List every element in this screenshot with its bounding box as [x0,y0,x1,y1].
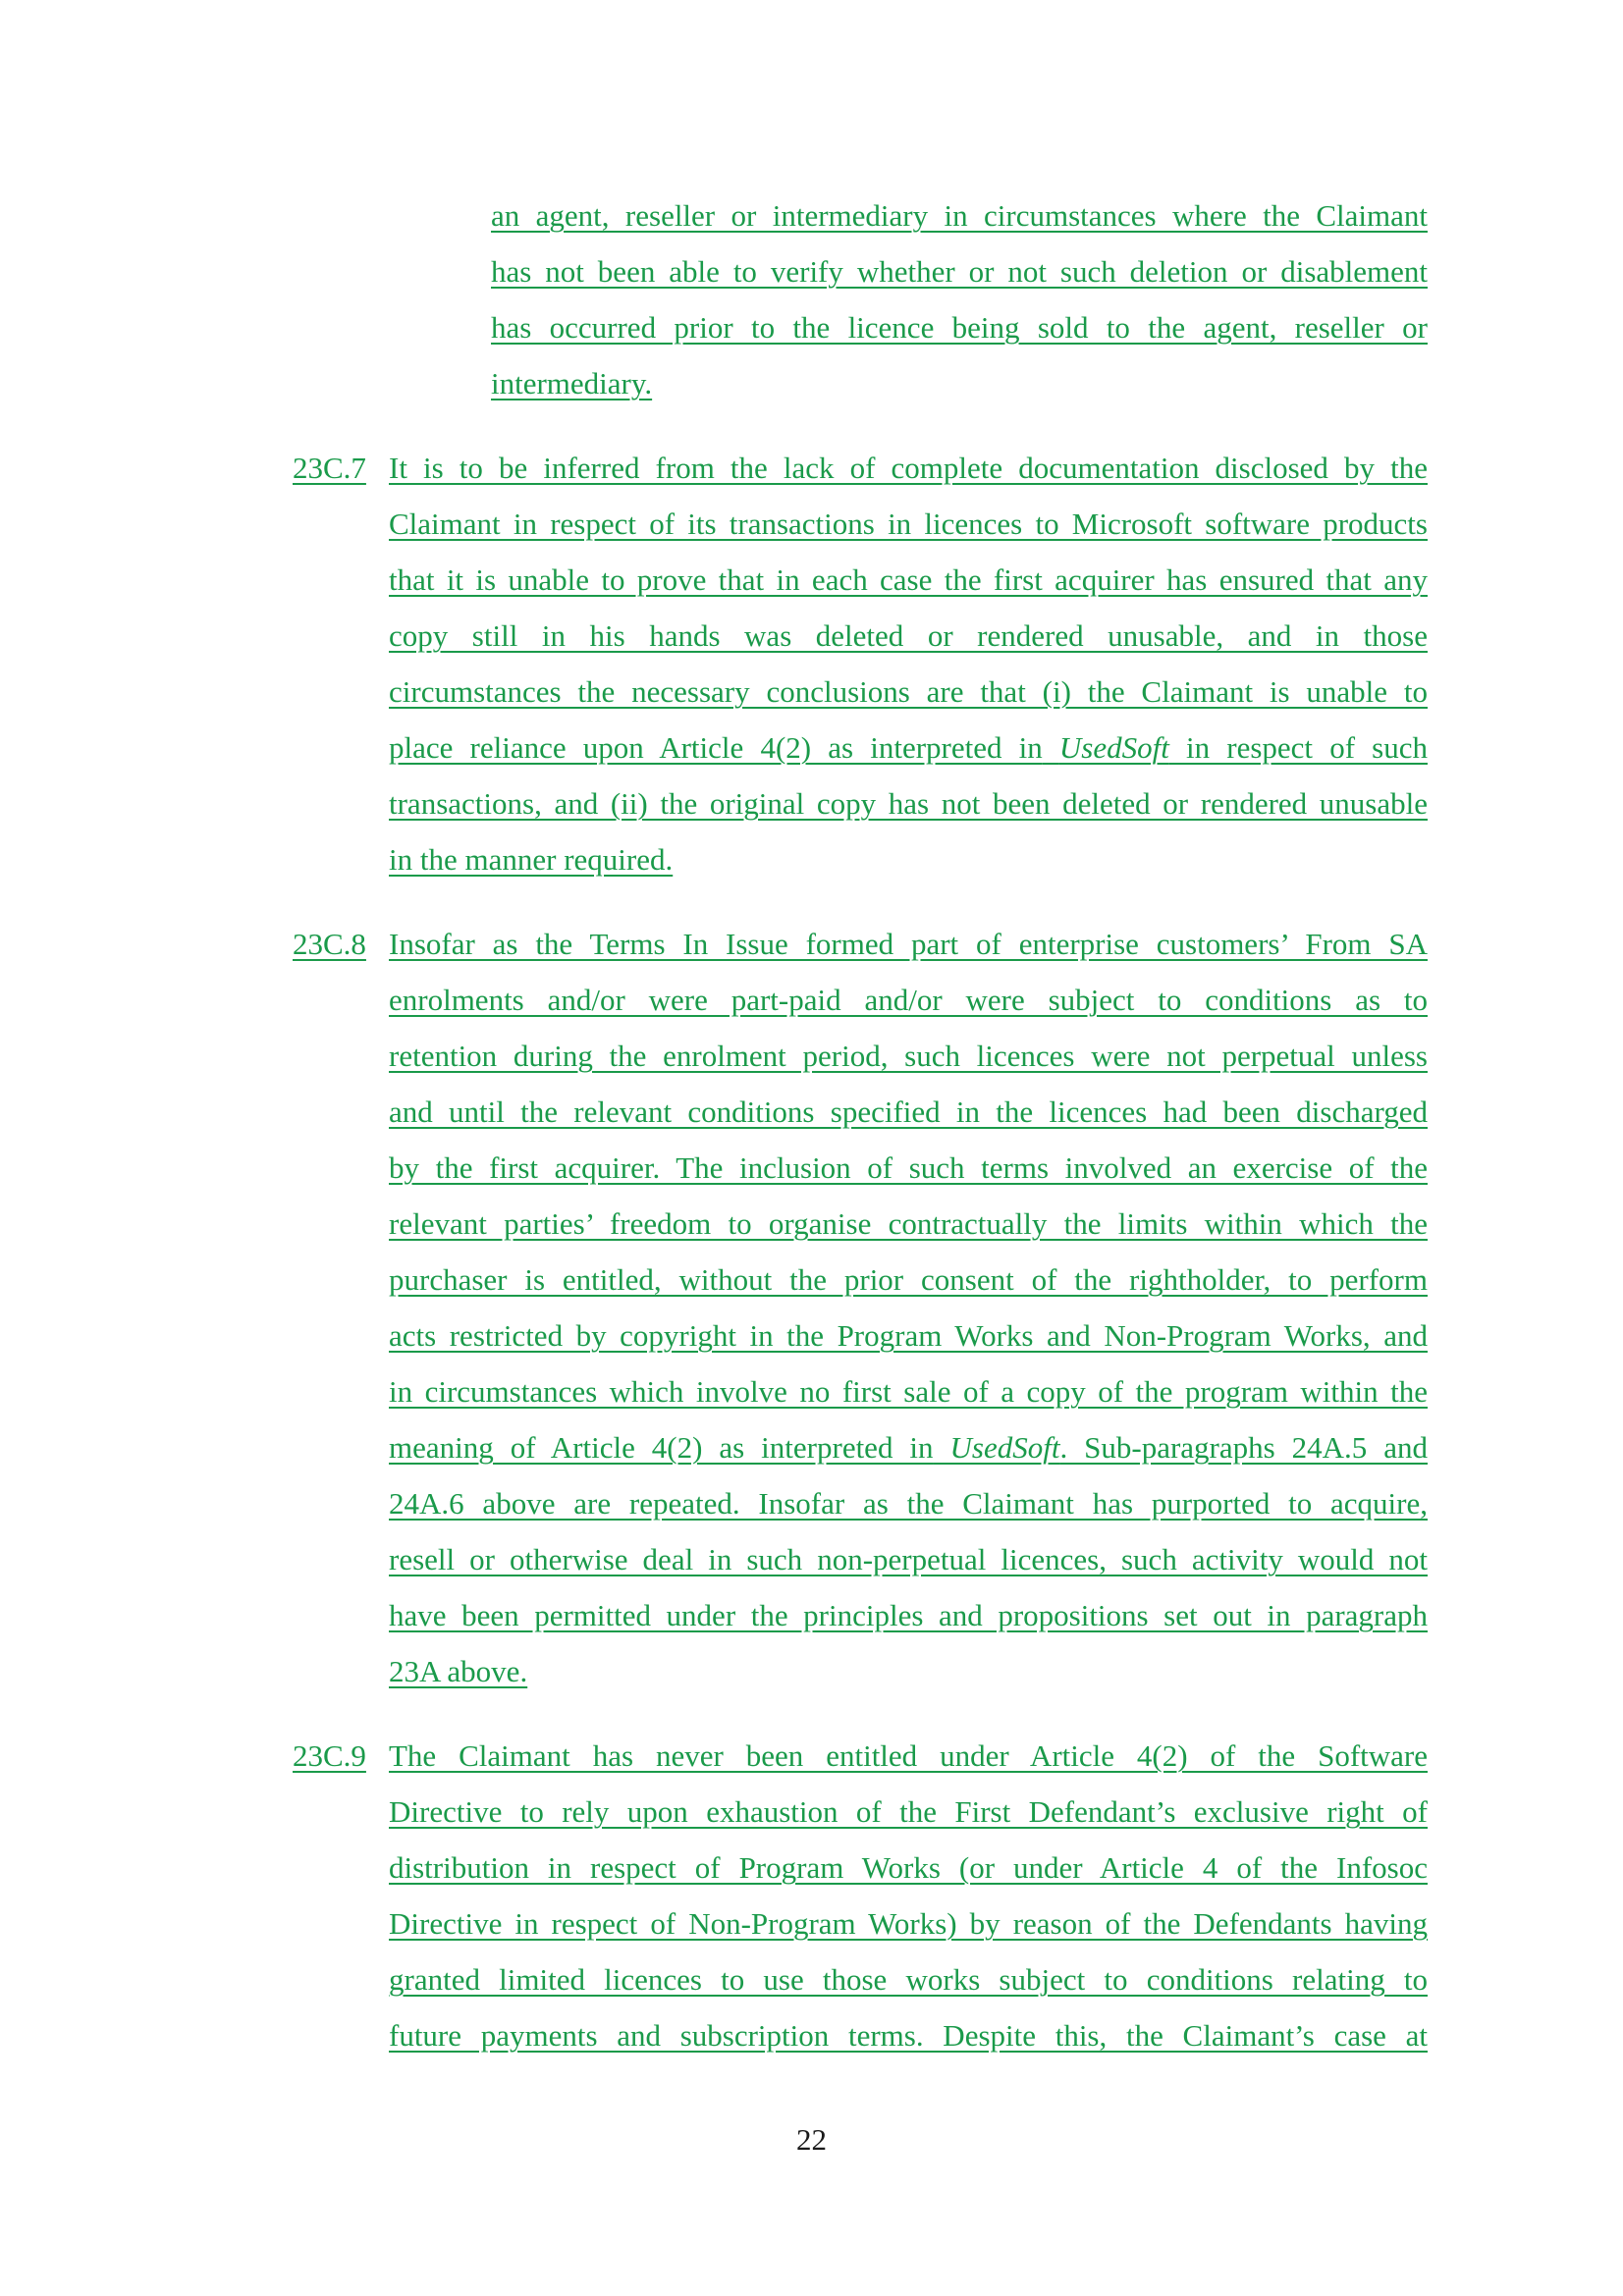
paragraph-23c7-line-8: in the manner required. [389,842,674,877]
paragraph-23c9-line-5: granted limited licences to use those works subject to conditions relating to [389,1962,1428,1997]
line-text-part: place reliance upon Article 4(2) as interpreted in [389,730,1043,765]
paragraph-23c8-line-11: 24A.6 above are repeated. Insofar as the Claimant has purported to acquire, [389,1486,1428,1521]
paragraph-23c8-line-3: retention during the enrolment period, such licences were not perpetual unless [389,1039,1428,1073]
paragraph-23c8-line-4: and until the relevant conditions specified in the licences had been discharged [389,1095,1428,1129]
paragraph-23c8-line-14: 23A above. [389,1654,528,1688]
paragraph-23c7-line-2: Claimant in respect of its transactions in licences to Microsoft software products [389,507,1428,541]
paragraph-23c8-line-8: acts restricted by copyright in the Program Works and Non-Program Works, and [389,1318,1428,1353]
paragraph-23c8-line-9: in circumstances which involve no first sale of a copy of the program within the [389,1374,1428,1409]
paragraph-23c8-line-13: have been permitted under the principles and propositions set out in paragraph [389,1598,1428,1632]
continuation-line-2: has not been able to verify whether or not such deletion or disablement [491,254,1428,289]
paragraph-number-23c9: 23C.9 [293,1738,366,1773]
line-text-part: in respect of such [1186,730,1428,765]
paragraph-23c8-line-1: Insofar as the Terms In Issue formed part of enterprise customers’ From SA [389,927,1428,961]
paragraph-23c7-line-7: transactions, and (ii) the original copy has not been deleted or rendered unusable [389,786,1428,821]
paragraph-23c7-line-1: It is to be inferred from the lack of complete documentation disclosed by the [389,451,1428,485]
paragraph-23c8-line-2: enrolments and/or were part-paid and/or were subject to conditions as to [389,983,1428,1017]
paragraph-number-23c7: 23C.7 [293,451,366,485]
continuation-line-1: an agent, reseller or intermediary in circumstances where the Claimant [491,198,1428,233]
paragraph-23c8-line-10 [389,1428,1428,1468]
paragraph-23c9-line-1: The Claimant has never been entitled under Article 4(2) of the Software [389,1738,1428,1773]
paragraph-23c7-line-6 [389,728,1428,768]
paragraph-23c9-line-4: Directive in respect of Non-Program Works) by reason of the Defendants having [389,1906,1428,1941]
paragraph-23c8-line-12: resell or otherwise deal in such non-perpetual licences, such activity would not [389,1542,1428,1576]
paragraph-23c9-line-3: distribution in respect of Program Works (or under Article 4 of the Infosoc [389,1850,1428,1885]
page-number: 22 [796,2122,827,2157]
paragraph-23c8-line-7: purchaser is entitled, without the prior consent of the rightholder, to perform [389,1262,1428,1297]
paragraph-number-23c8: 23C.8 [293,927,366,961]
paragraph-23c7-line-4: copy still in his hands was deleted or rendered unusable, and in those [389,618,1428,653]
line-text-part: meaning of Article 4(2) as interpreted in [389,1430,934,1465]
case-name-usedsoft: UsedSoft [1058,730,1169,765]
line-text-part: . Sub-paragraphs 24A.5 and [1059,1430,1429,1465]
paragraph-23c7-line-3: that it is unable to prove that in each case the first acquirer has ensured that any [389,562,1428,597]
paragraph-23c9-line-6: future payments and subscription terms. Despite this, the Claimant’s case at [389,2018,1428,2053]
case-name-usedsoft: UsedSoft [949,1430,1060,1465]
continuation-line-3: has occurred prior to the licence being sold to the agent, reseller or [491,310,1428,345]
paragraph-23c8-line-6: relevant parties’ freedom to organise contractually the limits within which the [389,1206,1428,1241]
continuation-line-4: intermediary. [491,366,653,400]
paragraph-23c8-line-5: by the first acquirer. The inclusion of such terms involved an exercise of the [389,1150,1428,1185]
paragraph-23c9-line-2: Directive to rely upon exhaustion of the First Defendant’s exclusive right of [389,1794,1428,1829]
paragraph-23c7-line-5: circumstances the necessary conclusions are that (i) the Claimant is unable to [389,674,1428,709]
